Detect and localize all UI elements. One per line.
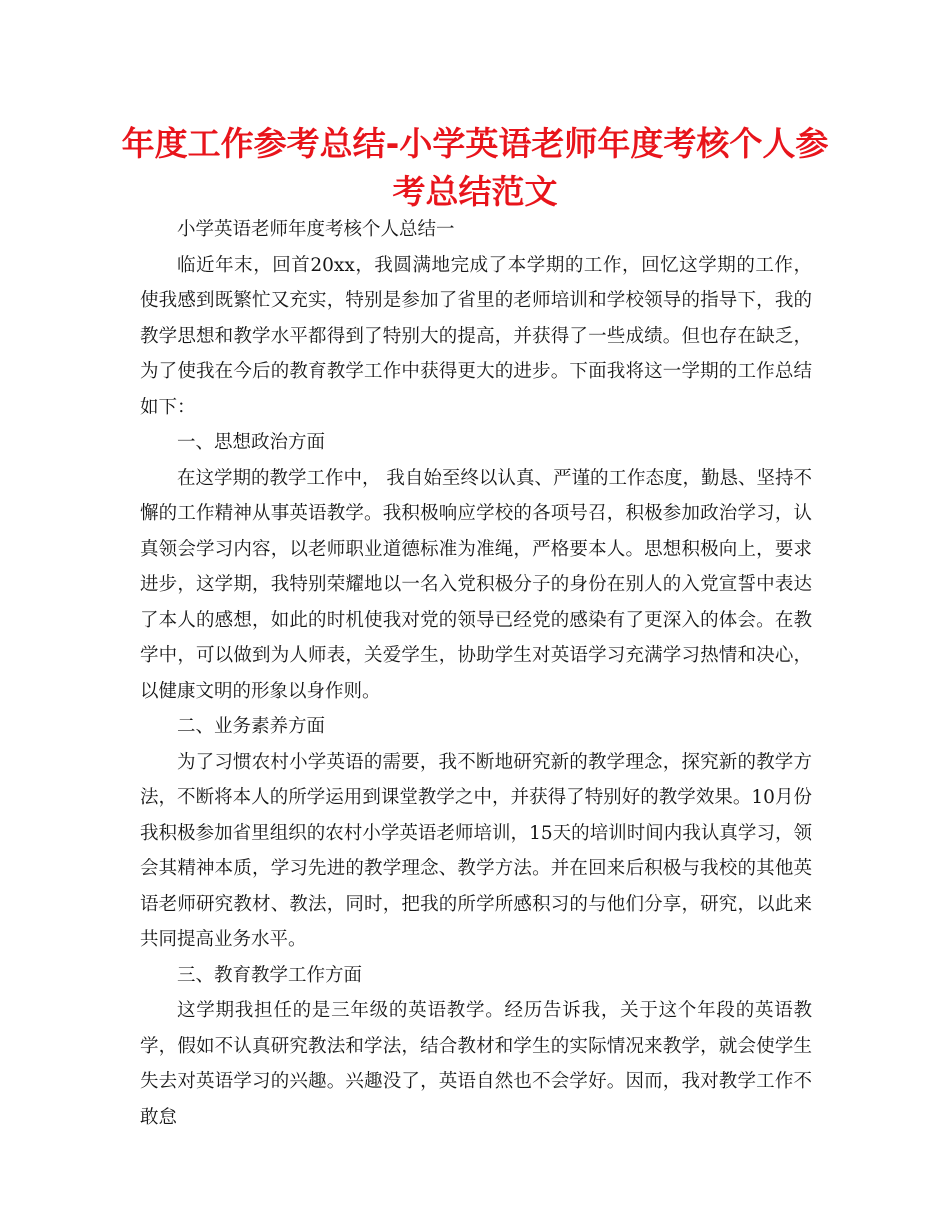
intro-paragraph: 临近年末，回首20xx，我圆满地完成了本学期的工作，回忆这学期的工作，使我感到既繁忙又充实，特别是参加了省里的老师培训和学校领导的指导下，我的教学思想和教学水平都得到了特别大的提高，并获得了一些成绩。但也存在缺乏，为了使我在今后的教育教学工作中获得更大的进步。下面我将这一学期的工作总结如下： [140, 254, 812, 418]
document-title: 年度工作参考总结-小学英语老师年度考核个人参考总结范文 [121, 124, 829, 211]
section-heading: 三、教育教学工作方面 [177, 964, 363, 986]
section-heading: 二、业务素养方面 [177, 716, 326, 737]
subtitle-paragraph: 小学英语老师年度考核个人总结一 [177, 219, 455, 240]
section-paragraph: 为了习惯农村小学英语的需要，我不断地研究新的教学理念，探究新的教学方法，不断将本人的所学运用到课堂教学之中，并获得了特别好的教学效果。10月份我积极参加省里组织的农村小学英语老师培训，15天的培训时间内我认真学习，领会其精神本质，学习先进的教学理念、教学方法。并在回来后积极与我校的其他英语老师研究教材、教法，同时，把我的所学所感积习的与他们分享，研究，以此来共同提高业务水平。 [140, 751, 812, 950]
section-paragraph: 这学期我担任的是三年级的英语教学。经历告诉我，关于这个年段的英语教学，假如不认真研究教法和学法，结合教材和学生的实际情况来教学，就会使学生失去对英语学习的兴趣。兴趣没了，英语自然也不会学好。因而，我对教学工作不敢怠 [140, 1000, 812, 1128]
section-heading: 一、思想政治方面 [177, 432, 326, 453]
document-body [140, 212, 812, 1135]
section-paragraph: 在这学期的教学工作中， 我自始至终以认真、严谨的工作态度，勤恳、坚持不懈的工作精神从事英语教学。我积极响应学校的各项号召，积极参加政治学习，认真领会学习内容，以老师职业道德标准为准绳，严格要本人。思想积极向上，要求进步，这学期，我特别荣耀地以一名入党积极分子的身份在别人的入党宣誓中表达了本人的感想，如此的时机使我对党的领导已经党的感染有了更深入的体会。在教学中，可以做到为人师表，关爱学生，协助学生对英语学习充满学习热情和决心，以健康文明的形象以身作则。 [140, 467, 812, 702]
